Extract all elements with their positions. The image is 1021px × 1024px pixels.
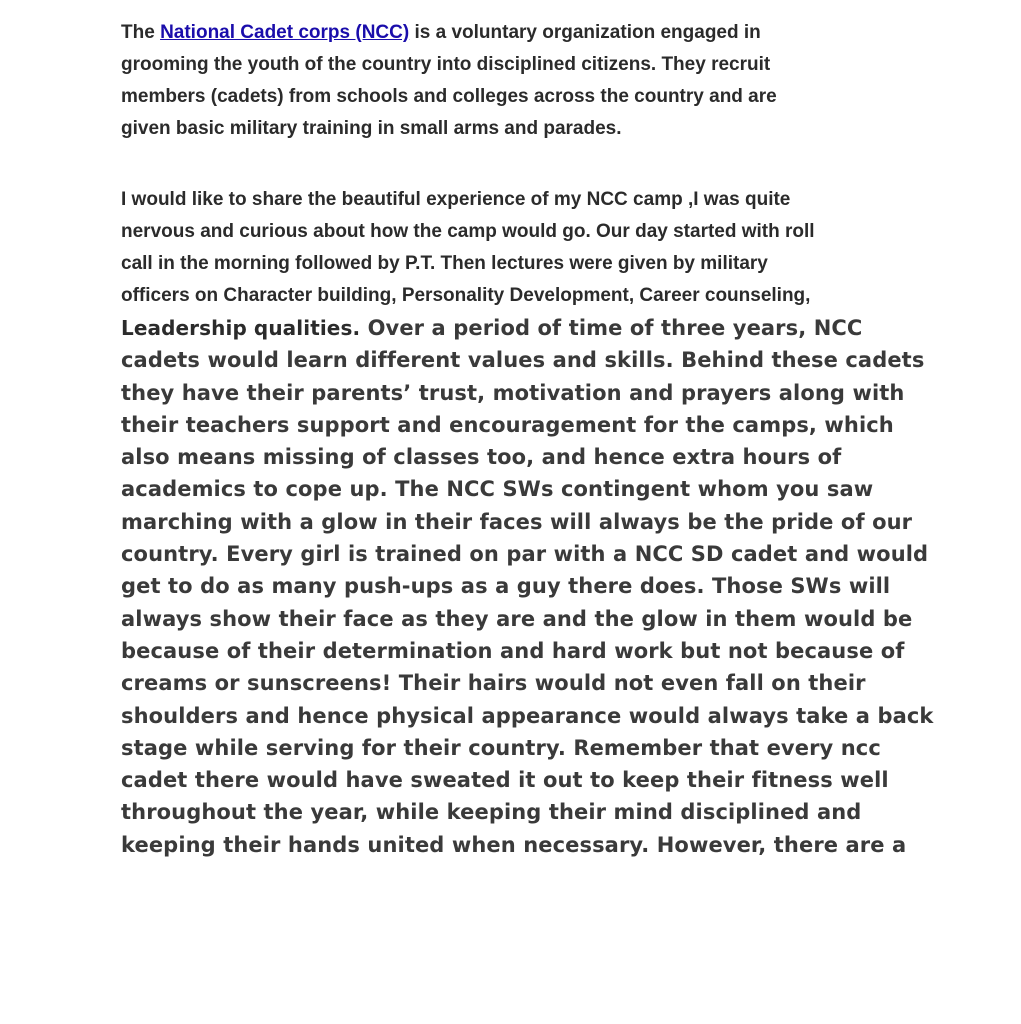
experience-line: their teachers support and encouragement for the camps, which — [121, 412, 894, 437]
experience-line: cadet there would have sweated it out to keep their fitness well — [121, 768, 889, 793]
intro-line-1 — [121, 17, 911, 49]
intro-rest: is a voluntary organization engaged in — [409, 22, 761, 43]
experience-line: call in the morning followed by P.T. Then lectures were given by military — [121, 253, 768, 274]
experience-line: officers on Character building, Personality Development, Career counseling, — [121, 285, 811, 306]
experience-line: keeping their hands united when necessary. However, there are a — [121, 832, 907, 857]
intro-paragraph — [121, 17, 911, 145]
experience-line: throughout the year, while keeping their mind disciplined and — [121, 800, 862, 825]
experience-line: creams or sunscreens! Their hairs would not even fall on their — [121, 671, 866, 696]
intro-line-4: given basic military training in small arms and parades. — [121, 118, 622, 139]
experience-line: cadets would learn different values and skills. Behind these cadets — [121, 348, 925, 373]
experience-line: always show their face as they are and the glow in them would be — [121, 606, 913, 631]
experience-line: nervous and curious about how the camp would go. Our day started with roll — [121, 221, 815, 242]
experience-line: get to do as many push-ups as a guy there does. Those SWs will — [121, 574, 891, 599]
experience-line: stage while serving for their country. Remember that every ncc — [121, 735, 881, 760]
experience-line: I would like to share the beautiful experience of my NCC camp ,I was quite — [121, 189, 791, 210]
leadership-qualities-text: Leadership qualities. — [121, 316, 361, 340]
intro-line-3: members (cadets) from schools and colleges across the country and are — [121, 86, 777, 107]
experience-line: because of their determination and hard work but not because of — [121, 638, 905, 663]
experience-line: academics to cope up. The NCC SWs contingent whom you saw — [121, 477, 874, 502]
experience-line: also means missing of classes too, and hence extra hours of — [121, 445, 842, 470]
experience-line: country. Every girl is trained on par with a NCC SD cadet and would — [121, 542, 929, 567]
intro-lead: The — [121, 22, 161, 43]
experience-line: shoulders and hence physical appearance would always take a back — [121, 703, 934, 728]
experience-line: they have their parents’ trust, motivation and prayers along with — [121, 380, 905, 405]
intro-line-2: grooming the youth of the country into disciplined citizens. They recruit — [121, 54, 771, 75]
experience-paragraph — [121, 184, 934, 861]
experience-mixed-line — [121, 312, 911, 344]
experience-mixed-rest: Over a period of time of three years, NCC — [360, 316, 863, 340]
ncc-link[interactable]: National Cadet corps (NCC) — [160, 22, 410, 43]
experience-line: marching with a glow in their faces will always be the pride of our — [121, 509, 913, 534]
